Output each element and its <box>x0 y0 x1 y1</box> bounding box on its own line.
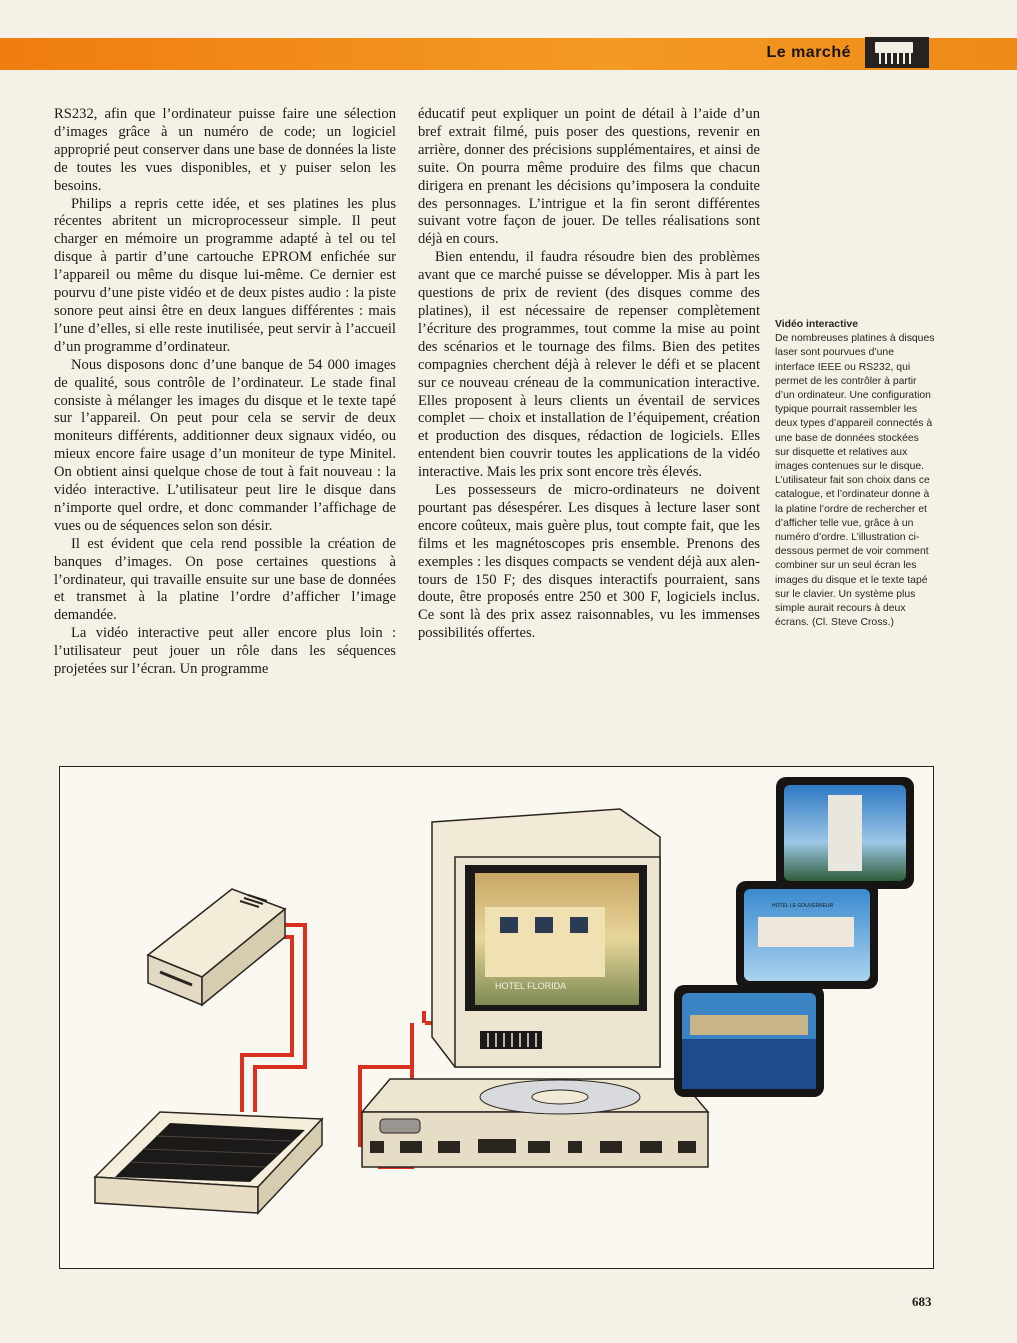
caption-title: Vidéo interactive <box>775 319 858 330</box>
microchip-icon <box>865 37 929 68</box>
figure-caption <box>775 318 935 630</box>
disk-drive-icon <box>148 889 285 1005</box>
paragraph: Philips a repris cette idée, et ses platines les plus récentes abritent un microprocesseur simple. Il peut charger en mémoire un programme adapté à tel ou tel disque à partir d’une cartouche EPROM enfichée sur l’appareil ou même du disque lui-même. Ce dernier est pourvu d’une piste vidéo et de deux pistes audio : la piste sonore peut ainsi être en deux langues différentes : mais l’une d’elles, si elle reste inutilisée, peut servir à l’accueil d’un programme d’ordinateur. <box>54 195 396 355</box>
caption-body: De nombreuses platines à disques laser sont pourvues d’une interface IEEE ou RS232, qui permet de les contrôler à partir d’un ordinateur. Une configuration typique pourrait rassembler les deux types d’appareil connectés à une base de données stockées sur disquette et relatives aux images contenues sur le disque. L’utilisateur fait son choix dans ce catalogue, et l’ordinateur donne à la platine l’ordre de rechercher et d’afficher telle vue, grâce à un numéro d’ordre. L’illustration ci-dessous permet de voir comment combiner sur un seul écran les images du disque et le texte tapé sur le clavier. Un système plus simple aurait recours à deux écrans. <box>775 333 935 629</box>
monitor-screen-text: HOTEL FLORIDA <box>495 981 567 991</box>
home-computer-icon <box>95 1112 322 1213</box>
section-title: Le marché <box>766 44 851 61</box>
interactive-video-illustration <box>59 766 934 1269</box>
paragraph: RS232, afin que l’ordinateur puisse faire une sélection d’images grâce à un numéro de code; un logiciel approprié peut conserver dans une base de données la liste de toutes les vues disponibles, et y puiser selon les besoins. <box>54 106 396 194</box>
paragraph: éducatif peut expliquer un point de détail à l’aide d’un bref extrait filmé, puis poser des questions, revenir en arrière, donner des précisions supplémentaires, et ainsi de suite. On pourra même produire des films que chacun dirigera en prenant les décisions qu’imposera la conduite des personnages. L’intrigue et la fin seront différentes suivant votre façon de jouer. De telles réalisations sont déjà en cours. <box>418 106 760 248</box>
monitor-icon <box>432 809 660 1067</box>
paragraph: Il est évident que cela rend possible la création de banques d’images. On pose certaines questions à l’ordinateur, qui travaille ensuite sur une base de données et transmet à la platine l’ordre d’afficher l’image demandée. <box>54 535 396 624</box>
screen-text: HOTEL LE GOUVERNEUR <box>772 903 834 909</box>
paragraph: La vidéo interactive peut aller encore plus loin : l’utilisateur peut jouer un rôle dans les séquences projetées sur l’écran. Un programme <box>54 625 396 678</box>
screen-image-hotel <box>736 881 878 989</box>
article-column-2 <box>418 106 760 643</box>
paragraph: Nous disposons donc d’une banque de 54 000 images de qualité, sous contrôle de l’ordinateur. Le stade final consiste à mélanger les images du disque et le texte tapé sur l’appareil. On peut pour cela se servir de deux moniteurs différents, additionner deux signaux vidéo, ou mieux encore faire usage d’un moniteur de type Minitel. On obtient ainsi quelque chose de tout à fait nouveau : la vidéo interactive. L’utilisateur peut lire le disque dans n’importe quel ordre, et donc commander l’affichage de vues ou de séquences selon son désir. <box>54 356 396 534</box>
paragraph: Les possesseurs de micro-ordinateurs ne doivent pourtant pas désespérer. Les disques à lecture laser sont encore coûteux, mais guère plus, tout compte fait, que les films et les magnétoscopes pris ensemble. Prenons des exemples : les disques compacts se vendent déjà aux alentours de 150 F; des disques interactifs pourraient, sans doute, être proposés entre 250 et 300 F, logiciels inclus. Ce sont là des prix assez raisonnables, vu les immenses possibilités offertes. <box>418 482 760 642</box>
screen-image-tower <box>776 777 914 889</box>
laser-disc-player-icon <box>362 1079 708 1167</box>
page-number: 683 <box>912 1294 932 1309</box>
paragraph: Bien entendu, il faudra résoudre bien des problèmes avant que ce marché puisse se développer. Mis à part les questions de prix de revient (des disques comme des platines), il est nécessaire de repenser complètement l’écriture des programmes, tout comme la mise au point des scénarios et le tournage des films. Bien des petites compagnies cherchent déjà à relever le défi et se placent sur ce nouveau créneau de la communication interactive. Elles proposent à leurs clients un éventail de services complet — choix et installation de l’équipement, création et production des disques, rédaction de logiciels. Elles entendent bien couvrir toutes les applications de la vidéo interactive. Mais les prix sont encore très élevés. <box>418 249 760 481</box>
article-column-1 <box>54 106 396 679</box>
caption-credit: (Cl. Steve Cross.) <box>811 617 894 629</box>
screen-image-beach <box>674 985 824 1097</box>
